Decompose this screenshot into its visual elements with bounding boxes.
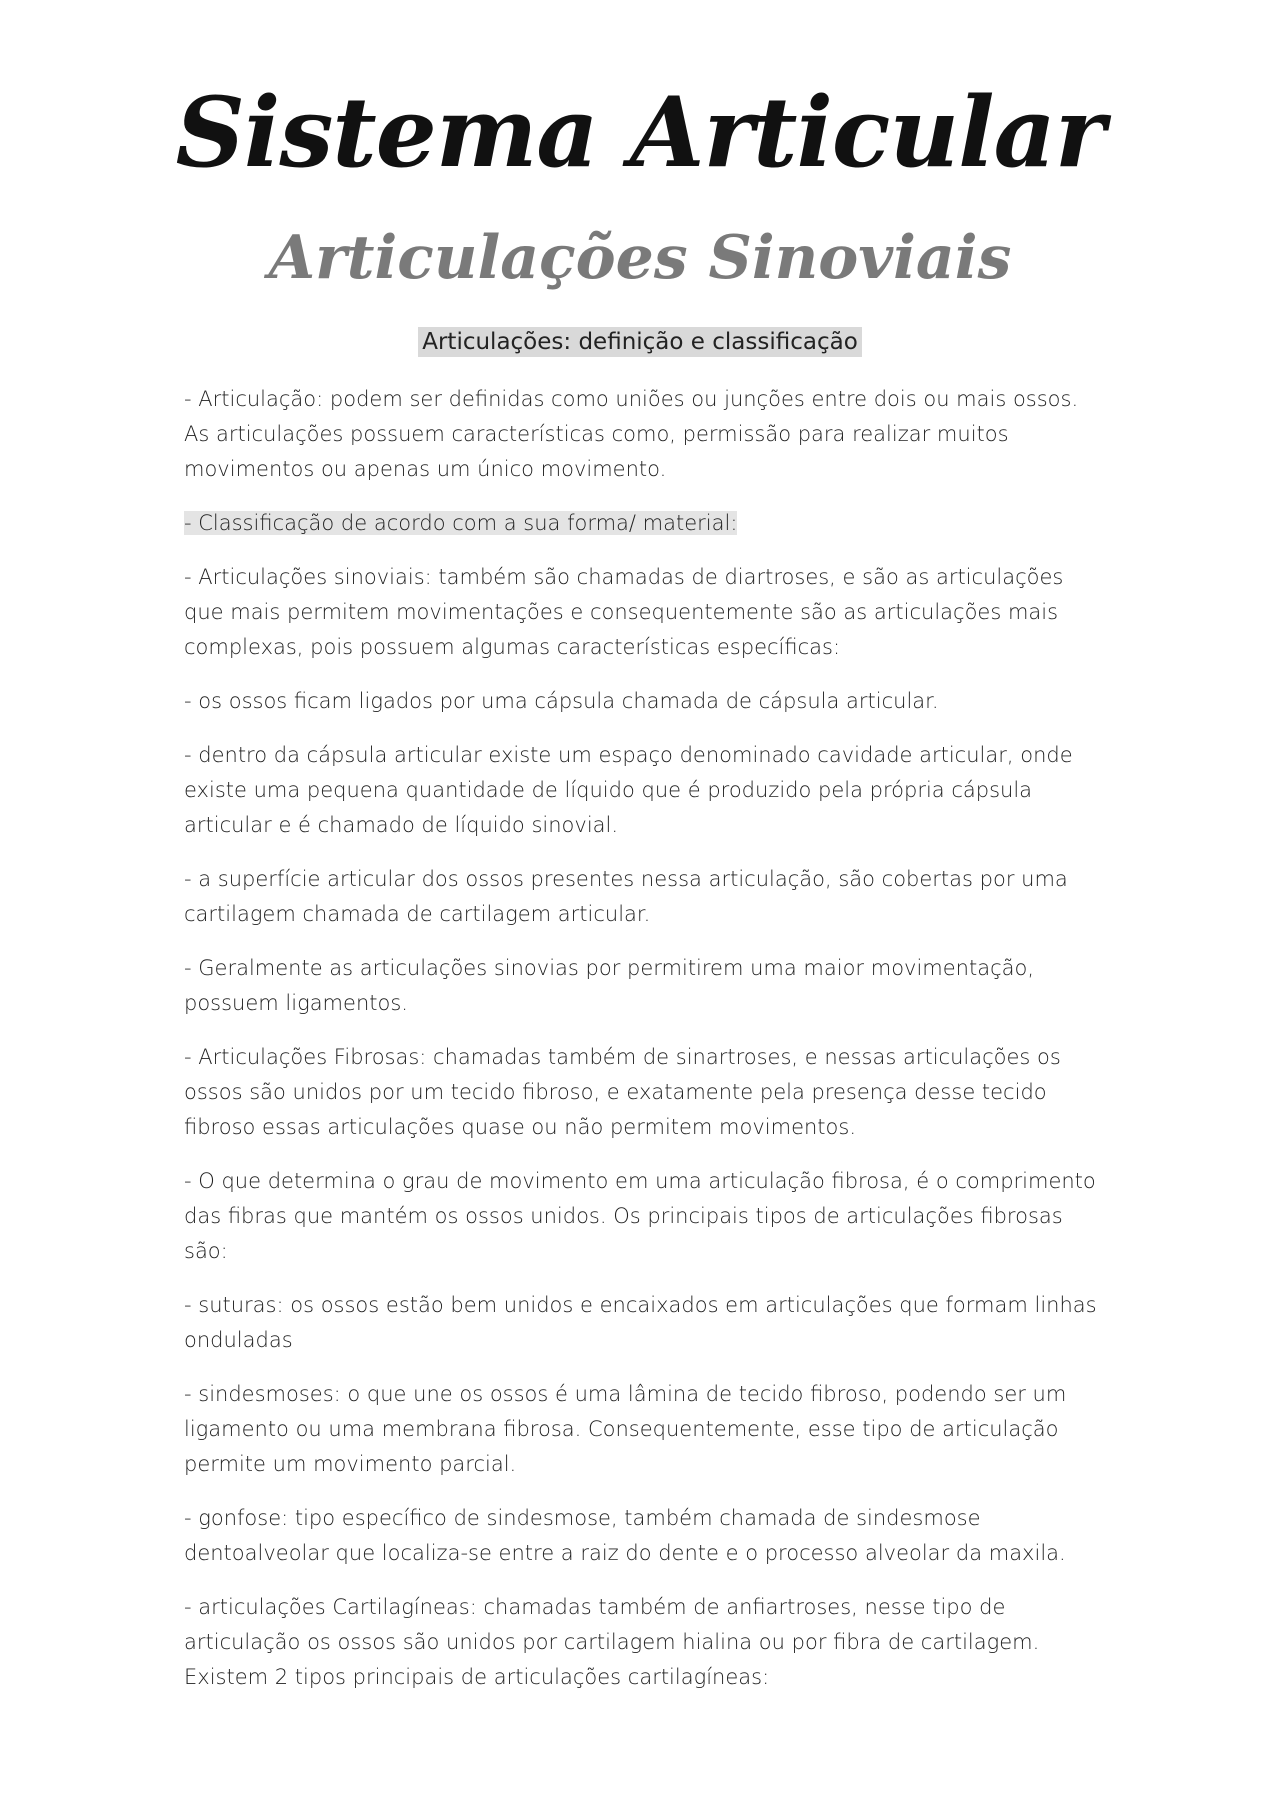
paragraph-capsule (184, 684, 1104, 719)
paragraph-classification-heading (184, 506, 1104, 541)
paragraph-text: - Articulação: podem ser definidas como uniões ou junções entre dois ou mais ossos. As articulações possuem características como, permissão para realizar muitos movimentos ou apenas um único movimento. (184, 387, 1079, 481)
paragraph-text: - articulações Cartilagíneas: chamadas também de anfiartroses, nesse tipo de articulação os ossos são unidos por cartilagem hialina ou por fibra de cartilagem. Existem 2 tipos principais de articulações cartilagíneas: (184, 1595, 1040, 1689)
paragraph-ligaments (184, 951, 1104, 1021)
paragraph-text: - Classificação de acordo com a sua forma/ material: (184, 511, 738, 535)
page-title: Sistema Articular (175, 76, 1105, 189)
page-subtitle: Articulações Sinoviais (268, 223, 1012, 293)
paragraph-cavity (184, 738, 1104, 843)
paragraph-surface (184, 862, 1104, 932)
paragraph-definition (184, 382, 1104, 487)
paragraph-cartilaginous (184, 1590, 1104, 1695)
paragraph-text: - dentro da cápsula articular existe um espaço denominado cavidade articular, onde existe uma pequena quantidade de líquido que é produzido pela própria cápsula articular e é chamado de líquido sinovial. (184, 743, 1073, 837)
paragraph-text: - sindesmoses: o que une os ossos é uma lâmina de tecido fibroso, podendo ser um ligamento ou uma membrana fibrosa. Consequentemente, esse tipo de articulação permite um movimento parcial. (184, 1382, 1067, 1476)
section-heading-text: Articulações: definição e classificação (418, 327, 862, 357)
paragraph-text: - Articulações sinoviais: também são chamadas de diartroses, e são as articulações que mais permitem movimentações e consequentemente são as articulações mais complexas, pois possuem algumas características específicas: (184, 565, 1064, 659)
paragraph-movement-degree (184, 1164, 1104, 1269)
paragraph-syndesmoses (184, 1377, 1104, 1482)
paragraph-text: - os ossos ficam ligados por uma cápsula chamada de cápsula articular. (184, 689, 939, 713)
paragraph-sutures (184, 1288, 1104, 1358)
paragraph-text: - gonfose: tipo específico de sindesmose, também chamada de sindesmose dentoalveolar que localiza-se entre a raiz do dente e o processo alveolar da maxila. (184, 1506, 1066, 1565)
paragraph-text: - a superfície articular dos ossos presentes nessa articulação, são cobertas por uma cartilagem chamada de cartilagem articular. (184, 867, 1068, 926)
paragraph-synovial (184, 560, 1104, 665)
notes-body (184, 382, 1104, 1714)
paragraph-text: - suturas: os ossos estão bem unidos e encaixados em articulações que formam linhas onduladas (184, 1293, 1097, 1352)
paragraph-text: - O que determina o grau de movimento em uma articulação fibrosa, é o comprimento das fibras que mantém os ossos unidos. Os principais tipos de articulações fibrosas são: (184, 1169, 1096, 1263)
paragraph-text: - Geralmente as articulações sinovias por permitirem uma maior movimentação, possuem ligamentos. (184, 956, 1035, 1015)
paragraph-text: - Articulações Fibrosas: chamadas também de sinartroses, e nessas articulações os ossos são unidos por um tecido fibroso, e exatamente pela presença desse tecido fibroso essas articulações quase ou não permitem movimentos. (184, 1045, 1061, 1139)
paragraph-fibrous (184, 1040, 1104, 1145)
paragraph-gomphosis (184, 1501, 1104, 1571)
section-heading (0, 326, 1280, 358)
